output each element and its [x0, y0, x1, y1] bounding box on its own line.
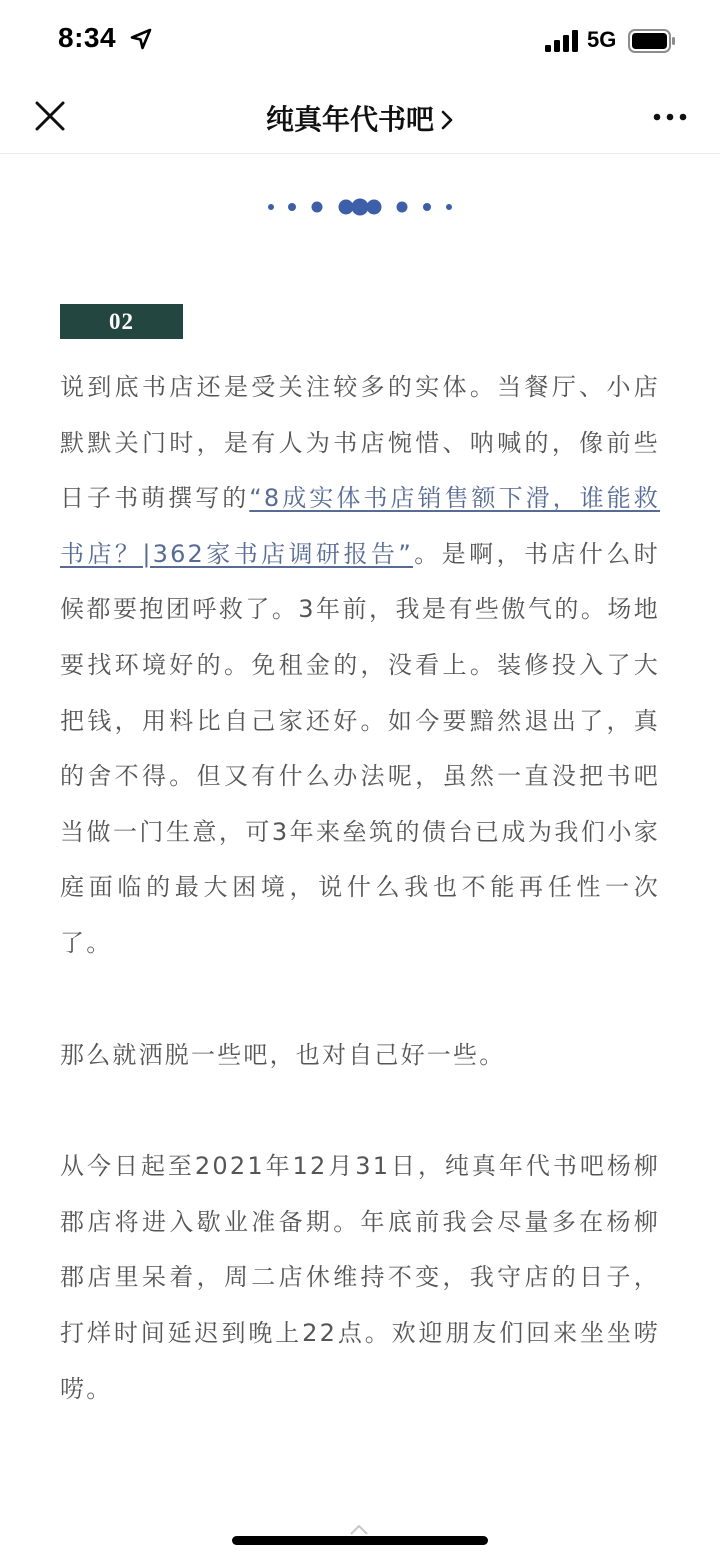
account-title-link[interactable] [0, 98, 720, 138]
article-body [60, 360, 660, 1473]
chevron-up-icon [348, 1522, 370, 1536]
signal-bars-icon [545, 30, 579, 52]
report-article-link[interactable]: “8成实体书店销售额下滑，谁能救书店？|362家书店调研报告” [60, 484, 660, 568]
network-type-label: 5G [587, 27, 617, 52]
battery-icon [628, 29, 676, 53]
more-dots-icon[interactable] [650, 102, 690, 132]
nav-title: 纯真年代书吧 [265, 103, 434, 136]
status-time: 8:34 [58, 22, 117, 53]
paragraph-text: 。是啊，书店什么时候都要抱团呼救了。3年前，我是有些傲气的。场地要找环境好的。免租金的，没看上。装修投入了大把钱，用料比自己家还好。如今要黯然退出了，真的舍不得。但又有什么办法呢，虽然一直没把书吧当做一门生意，可3年来垒筑的债台已成为我们小家庭面临的最大困境，说什么我也不能再任性一次了。 [60, 539, 660, 957]
article-paragraph [60, 360, 660, 972]
chevron-right-icon [440, 110, 454, 130]
dots-divider [262, 196, 458, 218]
nav-bar [0, 80, 720, 154]
article-paragraph: 从今日起至2021年12月31日，纯真年代书吧杨柳郡店将进入歇业准备期。年底前我会尽量多在杨柳郡店里呆着，周二店休维持不变，我守店的日子，打烊时间延迟到晚上22点。欢迎朋友们回来坐坐唠唠。 [60, 1152, 660, 1403]
article-paragraph: 那么就洒脱一些吧，也对自己好一些。 [60, 1040, 506, 1069]
paragraph-text: 说到底书店还是受关注较多的实体。当餐厅、小店默默关门时，是有人为书店惋惜、呐喊的，像前些日子书萌撰写的 [60, 373, 660, 513]
section-number-badge: 02 [60, 304, 183, 339]
location-arrow-icon [130, 28, 152, 50]
home-indicator[interactable] [232, 1536, 488, 1545]
status-bar [0, 0, 720, 80]
